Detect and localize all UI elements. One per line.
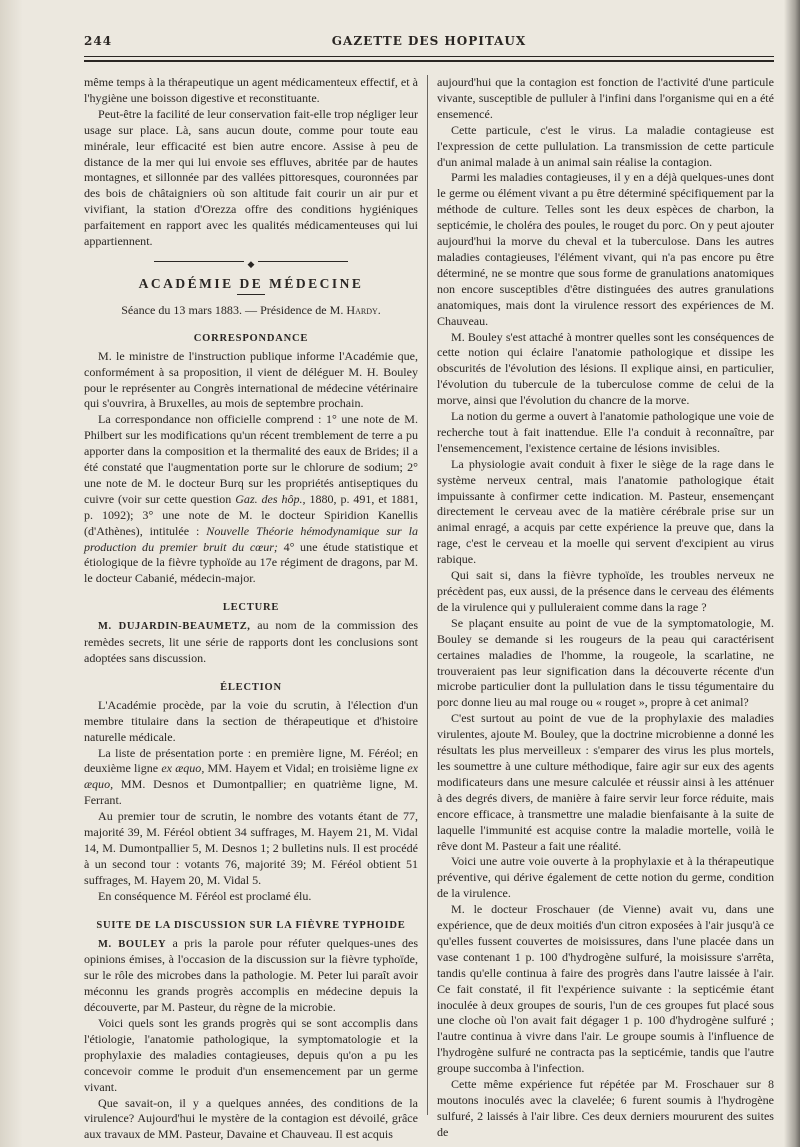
paragraph: Voici une autre voie ouverte à la prophylaxie et à la thérapeutique préventive, qui dérive également de cette notion du germe, condition de la virulence. (437, 854, 774, 901)
paragraph: La liste de présentation porte : en première ligne, M. Féréol; en deuxième ligne ex æquo, MM. Hayem et Vidal; en troisième ligne ex æquo, MM. Desnos et Dumontpallier; en quatrième ligne, M. Ferrant. (84, 745, 419, 808)
right-column (437, 75, 774, 1139)
header-rule-thick (84, 60, 774, 62)
paragraph: Que savait-on, il y a quelques années, des conditions de la virulence? Aujourd'hui le mystère de la contagion est dévoilé, grâce aux travaux de MM. Pasteur, Davaine et Chauveau. Il est acquis (84, 1095, 418, 1142)
paragraph: Qui sait si, dans la fièvre typhoïde, les troubles nerveux ne précèdent pas, eux aussi, de la présence dans le cerveau des éléments de la virulence qui y pulluleraient comme dans la rage ? (437, 568, 774, 614)
paragraph: M. le ministre de l'instruction publique informe l'Académie que, conformément à sa proposition, il vient de déléguer M. H. Bouley pour le représenter au Congrès international de médecine vétérinaire qui s'ouvrira, à Bruxelles, au mois de septembre prochain. (84, 348, 418, 411)
speaker-name: M. BOULEY (98, 938, 167, 950)
paragraph: M. BOULEY a pris la parole pour réfuter quelques-unes des opinions émises, à l'occasion de la discussion sur la fièvre typhoïde, sur le rôle des microbes dans la pathologie. M. Peter lui paraît avoir méconnu les grands progrès accomplis en médecine depuis la découverte, par M. Pasteur, du règne de la microbie. (84, 935, 419, 1015)
paragraph: Parmi les maladies contagieuses, il y en a déjà quelques-unes dont le germe ou élément vivant a pu être déterminé spécifiquement par la méthode de culture. Telles sont les deux espèces de charbon, la septicémie, le choléra des poules, le rouget du porc. On y peut ajouter aujourd'hui la morve du cheval et la tuberculose. Dans les autres maladies contagieuses, l'élément vivant, qui n'a pas encore pu être déterminé, ne se montre que sous forme de granulations anatomiques non encore susceptibles d'être distinguées des autres granulations anatomiques, mais dont la virulence ressort des expériences de M. Chauveau. (437, 170, 774, 328)
seance-line: Séance du 13 mars 1883. — Présidence de M. Hardy. (121, 302, 381, 317)
section-ornament: ◆ (84, 256, 418, 266)
paragraph: M. DUJARDIN-BEAUMETZ, au nom de la commission des remèdes secrets, lit une série de rapports dont les conclusions sont adoptées sans discussion. (84, 618, 419, 665)
paragraph: La physiologie avait conduit à fixer le siège de la rage dans le système nerveux central, mais l'anatomie pathologique était impuissante à confirmer cette indication. M. Pasteur, ensemençant directement le cerveau avec de la matière cérébrale prise sur un animal enragé, a acquis par cette expérience la preuve que, dans la rage, c'est le cerveau et la moelle qui servent d'excipient au virus rabique. (437, 456, 774, 567)
page-number: 244 (84, 34, 113, 48)
subsection-heading: SUITE DE LA DISCUSSION SUR LA FIÈVRE TYPHOIDE (96, 919, 406, 931)
paragraph: aujourd'hui que la contagion est fonction de l'activité d'une particule vivante, susceptible de pulluler à l'infini dans l'organisme qui en a été ensemencé. (437, 75, 774, 121)
header-rule-thin (84, 56, 774, 57)
paragraph: En conséquence M. Féréol est proclamé élu. (98, 888, 312, 903)
paragraph: Cette particule, c'est le virus. La maladie contagieuse est l'expression de cette pullulation. La transmission de cette particule d'un animal malade à un animal sain réalise la contagion. (437, 122, 774, 169)
subsection-heading: ÉLECTION (220, 681, 282, 693)
subsection-heading: CORRESPONDANCE (193, 332, 309, 344)
paragraph: La correspondance non officielle comprend : 1° une note de M. Philbert sur les modifications qu'un récent tremblement de terre a pu apporter dans la composition et la thermalité des eaux de Brides; il a été constaté que l'augmentation porte sur le chlorure de sodium; 2° une note de M. le docteur Burq sur les propriétés antiseptiques du cuivre (voir sur cette question Gaz. des hôp., 1880, p. 491, et 1881, p. 1092); 3° une note de M. le docteur Spiridion Kanellis (d'Athènes), intitulée : Nouvelle Théorie hémodynamique sur la production du premier bruit du cœur; 4° une étude statistique et étiologique de la fièvre typhoïde au 17e régiment de dragons, par M. le docteur Cabanié, médecin-major. (84, 412, 418, 586)
paragraph: L'Académie procède, par la voie du scrutin, à l'élection d'un membre titulaire dans la section de thérapeutique et d'histoire naturelle médicale. (84, 697, 418, 744)
page-left-edge (0, 0, 22, 1147)
column-divider (427, 75, 428, 1115)
paragraph: même temps à la thérapeutique un agent médicamenteux effectif, et à l'hygiène une boisson digestive et reconstituante. (84, 75, 418, 105)
heading-rule (237, 294, 265, 295)
paragraph: M. le docteur Froschauer (de Vienne) avait vu, dans une expérience, que de deux moitiés d'un citron exposées à l'air jusqu'à ce qu'elles fussent couvertes de moisissures, dans l'une placée dans un vase contenant 1 p. 100 d'hydrogène sulfuré, la moisissure s'arrêta, tandis qu'elle continua à faire des progrès dans l'autre laissée à l'air. Ce fait constaté, il fit l'expérience suivante : la septicémie étant inoculée à deux groupes de souris, l'un de ces groupes fut placé sous une cloche où l'on avait fait dégager 1 p. 100 d'hydrogène sulfuré ; l'autre continua à vivre dans l'air. Le groupe soumis à l'influence de l'hydrogène sulfuré ne contracta pas la septicémie, tandis que l'autre groupe succomba à l'infection. (437, 902, 774, 1076)
running-header (84, 34, 774, 52)
page-binding-shadow (784, 0, 800, 1147)
paragraph: La notion du germe a ouvert à l'anatomie pathologique une voie de recherche tout à fait inattendue. Elle l'a conduit à reconnaître, par l'ensemencement, l'existence certaine de lésions invisibles. (437, 409, 774, 455)
paragraph: Au premier tour de scrutin, le nombre des votants étant de 77, majorité 39, M. Féréol obtient 34 suffrages, M. Hayem 21, M. Vidal 14, M. Dumontpallier 5, M. Desnos 1; 2 bulletins nuls. Il est procédé à un second tour : votants 76, majorité 39; M. Féréol obtient 51 suffrages, M. Hayem 20, M. Vidal 5. (84, 809, 418, 887)
paragraph: M. Bouley s'est attaché à montrer quelles sont les conséquences de cette notion qui éclaire l'anatomie pathologique et dissipe les obscurités de l'évolution des lésions. Il explique ainsi, en particulier, l'évolution du tubercule de la tuberculose comme de celui de la morve, ainsi que l'évolution du chancre de la morve. (437, 329, 774, 408)
paragraph: C'est surtout au point de vue de la prophylaxie des maladies virulentes, ajoute M. Bouley, que la doctrine microbienne a donné les résultats les plus merveilleux : s'emparer des virus les plus mortels, les soumettre à une culture méthodique, faire agir sur eux des agents modificateurs dans une mesure calculée et réussir ainsi à les atténuer à des degrés divers, de manière à faire servir leur force réduite, mais encore efficace, à transmettre une maladie bienfaisante à la suite de laquelle l'immunité est acquise contre la maladie mortelle, voilà le rêve dont M. Pasteur a fait une réalité. (437, 711, 774, 853)
journal-title: GAZETTE DES HOPITAUX (331, 34, 527, 48)
paragraph: Cette même expérience fut répétée par M. Froschauer sur 8 moutons inoculés avec la clavelée; 6 furent soumis à l'hydrogène sulfuré, 2 laissés à l'air libre. Ces deux derniers moururent des suites de (437, 1077, 774, 1139)
paragraph: Se plaçant ensuite au point de vue de la symptomatologie, M. Bouley se demande si les rougeurs de la peau qui caractérisent certaines maladies de l'homme, la rougeole, la scarlatine, ne trouveraient pas leur signification dans la découverte récente d'un microbe particulier dont la pullulation dans le tissu tégumentaire du porc donne lieu au mal rouge ou « rouget », propre à cet animal? (437, 615, 774, 710)
paragraph: Voici quels sont les grands progrès qui se sont accomplis dans l'étiologie, l'anatomie pathologique, la symptomatologie et la prophylaxie des maladies contagieuses, depuis qu'on a pu les concevoir comme le produit d'un ensemencement par un germe vivant. (84, 1016, 418, 1094)
left-column (84, 75, 419, 1142)
section-heading: ACADÉMIE DE MÉDECINE (138, 275, 364, 291)
president-name: Hardy. (346, 302, 381, 317)
subsection-heading: LECTURE (222, 602, 280, 614)
speaker-name: M. DUJARDIN-BEAUMETZ, (98, 621, 251, 633)
paragraph: Peut-être la facilité de leur conservation fait-elle trop négliger leur usage sur place. Là, sans aucun doute, comme pour toute eau minérale, leur efficacité est bien autre encore. Assise à peu de distance de la mer qui lui envoie ses effluves, abritée par de hautes montagnes, et sillonnée par des vallées pittoresques, couronnées par des bois de châtaigniers où son altitude fait courir un air pur et vivifiant, la station d'Orezza offre des conditions hygiéniques parfaitement en rapport avec les qualités médicamenteuses qui lui appartiennent. (84, 106, 418, 249)
